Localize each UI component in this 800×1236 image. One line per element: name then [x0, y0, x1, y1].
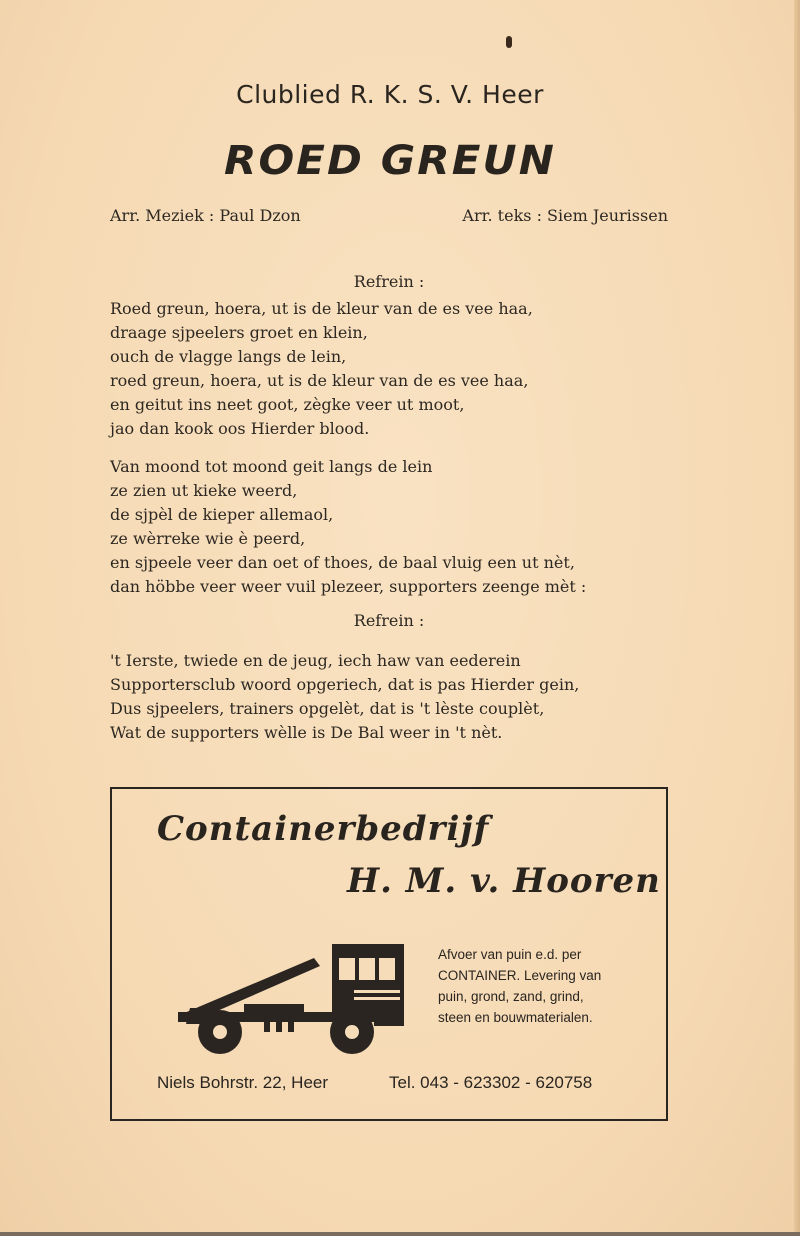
ad-company: Containerbedrijf	[157, 809, 490, 849]
service-line: Afvoer van puin e.d. per	[438, 947, 582, 962]
song-title: ROED GREUN	[224, 138, 556, 184]
service-line: steen en bouwmaterialen.	[438, 1010, 593, 1025]
verse-line: dan höbbe veer weer vuil plezeer, supporters zeenge mèt :	[110, 577, 587, 596]
refrain-line: en geitut ins neet goot, zègke veer ut moot,	[110, 395, 465, 414]
refrain-line: draage sjpeelers groet en klein,	[110, 323, 368, 342]
refrain-line: jao dan kook oos Hierder blood.	[110, 419, 370, 438]
verse-line: Van moond tot moond geit langs de lein	[110, 457, 433, 476]
verse-line: Wat de supporters wèlle is De Bal weer in 't nèt.	[110, 723, 503, 742]
refrain-label-2: Refrein :	[353, 611, 425, 630]
verse-line: Dus sjpeelers, trainers opgelèt, dat is 't lèste couplèt,	[110, 699, 545, 718]
refrain-line: ouch de vlagge langs de lein,	[110, 347, 347, 366]
verse-two	[110, 649, 710, 745]
ad-name: H. M. v. Hooren	[347, 861, 661, 901]
refrain-text	[110, 297, 710, 441]
truck-icon	[174, 944, 414, 1056]
refrain-label: Refrein :	[353, 272, 425, 291]
music-credit: Arr. Meziek : Paul Dzon	[110, 206, 301, 225]
verse-one	[110, 455, 710, 599]
service-line: CONTAINER. Levering van	[438, 968, 602, 983]
advertisement-box	[110, 787, 668, 1121]
verse-line: ze zien ut kieke weerd,	[110, 481, 298, 500]
paper-edge-bottom	[0, 1232, 800, 1236]
verse-line: Supportersclub woord opgeriech, dat is pas Hierder gein,	[110, 675, 580, 694]
verse-line: en sjpeele veer dan oet of thoes, de baal vluig een ut nèt,	[110, 553, 575, 572]
ink-mark	[506, 36, 512, 48]
ad-services	[438, 944, 638, 1028]
ad-phone: Tel. 043 - 623302 - 620758	[389, 1073, 593, 1092]
text-credit: Arr. teks : Siem Jeurissen	[462, 206, 668, 225]
refrain-line: roed greun, hoera, ut is de kleur van de es vee haa,	[110, 371, 529, 390]
verse-line: ze wèrreke wie è peerd,	[110, 529, 306, 548]
club-title: Clublied R. K. S. V. Heer	[236, 80, 544, 109]
verse-line: de sjpèl de kieper allemaol,	[110, 505, 334, 524]
verse-line: 't Ierste, twiede en de jeug, iech haw van eederein	[110, 651, 521, 670]
ad-address: Niels Bohrstr. 22, Heer	[157, 1073, 329, 1092]
paper-edge-right	[794, 0, 800, 1236]
refrain-line: Roed greun, hoera, ut is de kleur van de es vee haa,	[110, 299, 533, 318]
service-line: puin, grond, zand, grind,	[438, 989, 584, 1004]
